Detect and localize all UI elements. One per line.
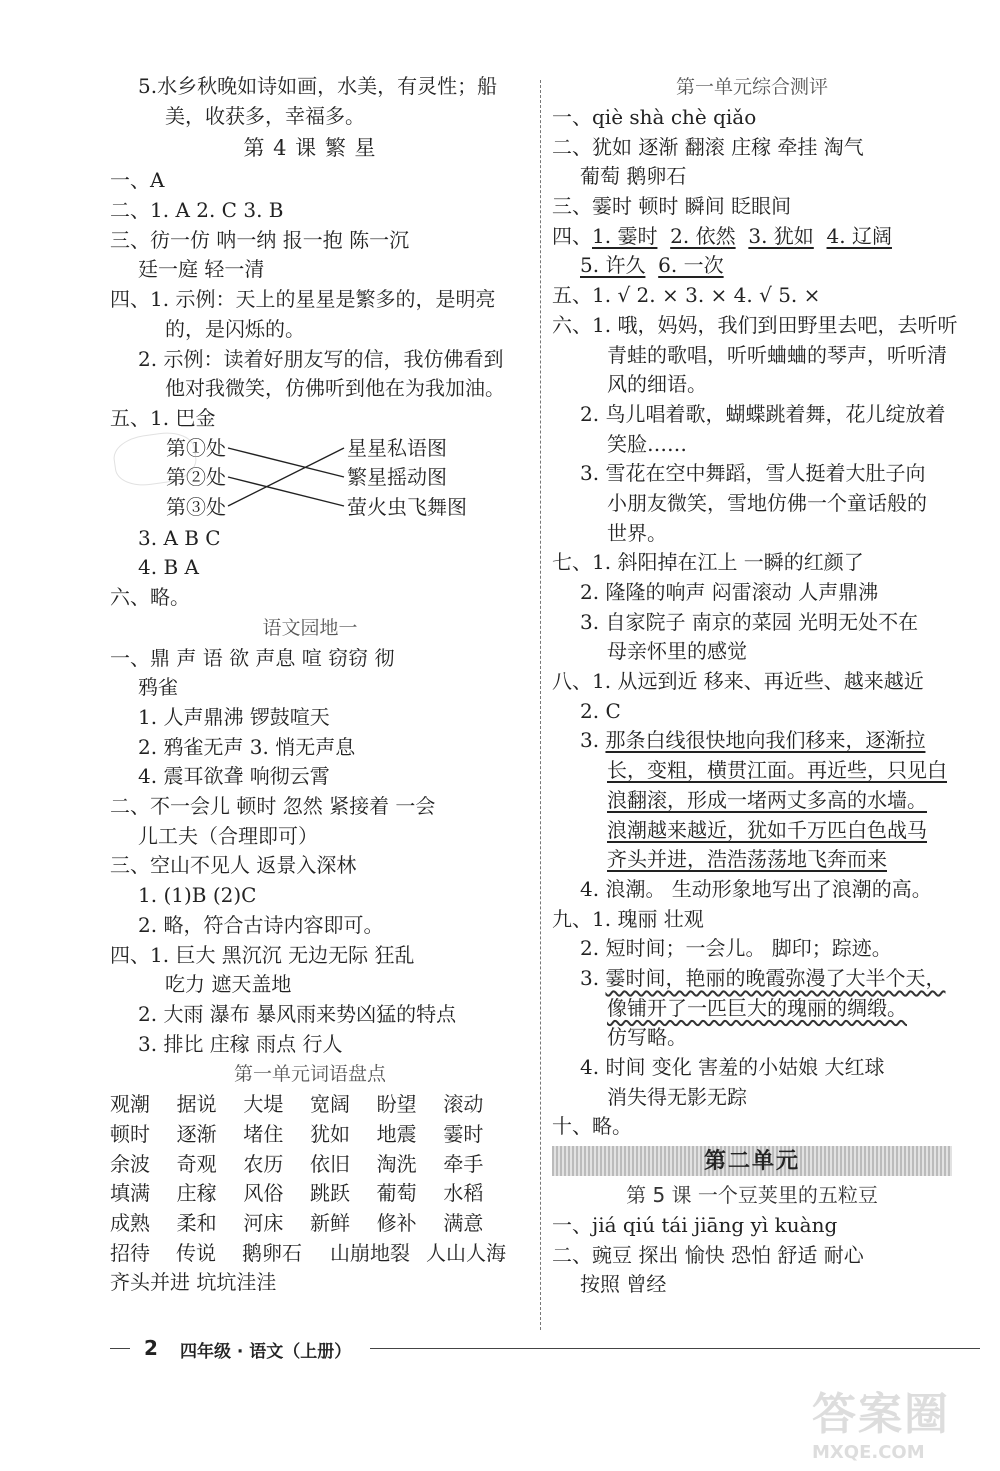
match-right-item: 星星私语图 (347, 435, 447, 460)
answer-line: 三、彷一仿 呐一纳 报一抱 陈一沉 (110, 227, 410, 252)
answer-line (552, 816, 952, 846)
footer-rule-left (110, 1348, 130, 1349)
answer-line: 九、1. 瑰丽 壮观 (552, 906, 704, 931)
vocab-word: 犹如 (309, 1121, 350, 1146)
q9-3-number: 3. (580, 965, 600, 990)
vocab-word: 滚动 (443, 1092, 484, 1117)
answer-line: 2. 隆隆的响声 闷雷滚动 人声鼎沸 (580, 580, 879, 604)
q8-3-number: 3. (580, 728, 600, 753)
answer-line: 3. 自家院子 南京的菜园 光明无处不在 (580, 609, 919, 634)
answer-line: 3. 雪花在空中舞蹈，雪人挺着大肚子向 (580, 461, 926, 486)
right-column (552, 72, 958, 1300)
answer-line: 世界。 (607, 520, 667, 545)
answer-line-q4-cont (552, 251, 952, 281)
underlined-quote: 长，变粗，横贯江面。再近些，只见白 (607, 758, 947, 783)
q4-item: 1. 霎时 (592, 223, 658, 248)
answer-line: 十、略。 (552, 1114, 632, 1139)
answer-line: 廷一庭 轻一清 (138, 257, 265, 282)
vocab-word: 葡萄 (376, 1181, 417, 1206)
vocab-word: 风俗 (243, 1181, 284, 1206)
match-left-item: 第②处 (166, 465, 226, 490)
vocab-word: 牵手 (443, 1151, 484, 1176)
answer-line: 五、1. 巴金 (110, 405, 216, 430)
vocab-word: 宽阔 (309, 1092, 350, 1117)
underlined-quote: 那条白线很快地向我们移来，逐渐拉 (605, 728, 926, 753)
vocab-word: 招待 (110, 1240, 150, 1265)
vocab-row-last (110, 1239, 510, 1269)
vocab-word: 奇观 (176, 1151, 217, 1176)
match-left-item: 第③处 (166, 494, 226, 519)
underlined-quote: 齐头并进，浩浩荡荡地飞奔而来 (607, 847, 887, 872)
answer-line (552, 756, 952, 786)
wavy-underlined-quote: 像铺开了一匹巨大的瑰丽的绸缎。 (607, 995, 907, 1020)
vocab-word: 传说 (176, 1240, 216, 1265)
footer-rule-right (370, 1348, 980, 1349)
left-column (110, 72, 510, 1298)
answer-line: 七、1. 斜阳掉在江上 一瞬的红颜了 (552, 550, 864, 575)
vocab-word: 庄稼 (176, 1181, 217, 1206)
match-right-items (347, 434, 467, 523)
answer-line: 笑脸…… (607, 431, 687, 456)
garden-title: 语文园地一 (262, 616, 358, 639)
underlined-quote: 浪翻滚，形成一堵两丈多高的水墙。 (607, 787, 927, 812)
answer-line: 3. A B C (138, 525, 221, 550)
answer-line: 仿写略。 (607, 1025, 687, 1050)
answer-line: 四、1. 巨大 黑沉沉 无边无际 狂乱 (110, 942, 415, 967)
vocab-word: 农历 (243, 1151, 284, 1176)
vocab-word: 大堤 (243, 1092, 284, 1117)
answer-line: 二、1. A 2. C 3. B (110, 198, 284, 223)
answer-line-q8-3 (552, 726, 952, 756)
vocab-word: 据说 (176, 1092, 217, 1117)
answer-line-q9-3 (552, 964, 952, 994)
match-right-item: 萤火虫飞舞图 (347, 494, 467, 519)
answer-line: 八、1. 从远到近 移来、再近些、越来越近 (552, 669, 924, 694)
q4-prefix: 四、 (552, 223, 592, 248)
answer-line: 六、略。 (110, 584, 190, 609)
answer-line-q4 (552, 222, 952, 252)
vocab-row-final: 齐头并进 坑坑洼洼 (110, 1270, 277, 1295)
q4-item: 5. 许久 (580, 253, 646, 278)
page-footer (110, 1336, 980, 1360)
lesson-4-title: 第 4 课 繁 星 (243, 136, 377, 161)
answer-line: 的，是闪烁的。 (165, 316, 305, 341)
vocab-word: 水稻 (443, 1181, 484, 1206)
vocab-word: 填满 (110, 1181, 150, 1206)
answer-line: 2. 鸟儿唱着歌，蝴蝶跳着舞，花儿绽放着 (580, 401, 946, 426)
match-right-item: 繁星摇动图 (347, 465, 447, 490)
unit-2-banner: 第二单元 (552, 1146, 952, 1176)
answer-line: 他对我微笑，仿佛听到他在为我加油。 (165, 376, 505, 401)
answer-line: 2. C (580, 698, 621, 723)
vocab-word: 新鲜 (309, 1211, 350, 1235)
text-line: 5.水乡秋晚如诗如画，水美，有灵性；船 (138, 74, 498, 98)
vocab-word: 修补 (376, 1211, 417, 1235)
vocab-word: 成熟 (110, 1211, 150, 1235)
answer-line: 儿工夫（合理即可） (138, 823, 318, 848)
answer-line: 五、1. √ 2. × 3. × 4. √ 5. × (552, 283, 821, 308)
answer-line: 按照 曾经 (580, 1272, 667, 1297)
answer-line: 鸦雀 (138, 675, 178, 700)
answer-line: 1. 人声鼎沸 锣鼓喧天 (138, 705, 330, 729)
answer-line: 消失得无影无踪 (607, 1084, 747, 1109)
answer-line: 四、1. 示例：天上的星星是繁多的，是明亮 (110, 287, 496, 312)
answer-line: 4. 震耳欲聋 响彻云霄 (138, 764, 330, 789)
watermark-logo (812, 1378, 988, 1463)
answer-line: 一、qiè shà chè qiǎo (552, 105, 757, 129)
match-left-item: 第①处 (166, 435, 226, 460)
vocab-word: 余波 (110, 1151, 150, 1176)
vocab-word: 人山人海 (426, 1240, 506, 1265)
answer-line (552, 845, 952, 875)
answer-line: 2. 鸦雀无声 3. 悄无声息 (138, 734, 356, 759)
answer-line (552, 786, 952, 816)
vocab-word: 霎时 (443, 1121, 484, 1146)
text-line: 美，收获多，幸福多。 (165, 103, 365, 128)
wavy-underlined-quote: 霎时间，艳丽的晚霞弥漫了大半个天， (605, 965, 946, 990)
answer-line: 4. 浪潮。 生动形象地写出了浪潮的高。 (580, 876, 932, 901)
answer-line: 青蛙的歌唱，听听蛐蛐的琴声，听听清 (607, 342, 947, 367)
match-line-2-3 (228, 477, 344, 506)
answer-line: 2. 短时间；一会儿。 脚印；踪迹。 (580, 936, 892, 961)
answer-line: 二、不一会儿 顿时 忽然 紧接着 一会 (110, 794, 436, 819)
match-line-1-2 (228, 448, 344, 477)
answer-line: 风的细语。 (607, 372, 707, 397)
answer-line: 2. 示例：读着好朋友写的信，我仿佛看到 (138, 346, 504, 371)
vocab-word: 盼望 (376, 1092, 417, 1117)
answer-line: 二、豌豆 探出 愉快 恐怕 舒适 耐心 (552, 1242, 864, 1267)
answer-line: 3. 排比 庄稼 雨点 行人 (138, 1031, 343, 1056)
vocab-grid (110, 1090, 510, 1238)
answer-line: 2. 略，符合古诗内容即可。 (138, 912, 384, 937)
vocab-word: 堵住 (243, 1121, 284, 1146)
q4-item: 6. 一次 (658, 253, 724, 278)
answer-line: 一、A (110, 168, 165, 193)
vocab-word: 顿时 (110, 1121, 150, 1146)
book-label: 四年级 · 语文（上册） (180, 1342, 352, 1362)
answer-line: 六、1. 哦，妈妈，我们到田野里去吧，去听听 (552, 312, 958, 337)
answer-line: 葡萄 鹅卵石 (580, 164, 687, 189)
answer-line: 2. 大雨 瀑布 暴风雨来势凶猛的特点 (138, 1001, 457, 1026)
vocab-word: 跳跃 (309, 1181, 350, 1206)
vocab-title: 第一单元词语盘点 (233, 1063, 386, 1086)
vocab-word: 鹅卵石 (242, 1240, 302, 1265)
q4-item: 3. 犹如 (748, 223, 814, 248)
q4-item: 2. 依然 (670, 223, 736, 248)
vocab-word: 地震 (376, 1121, 417, 1146)
lesson-5-title: 第 5 课 一个豆荚里的五粒豆 (626, 1183, 878, 1208)
answer-line: 一、鼎 声 语 欲 声息 喧 窃窃 彻 (110, 645, 395, 670)
underlined-quote: 浪潮越来越近，犹如千万匹白色战马 (607, 817, 927, 842)
vocab-word: 淘洗 (376, 1151, 417, 1176)
answer-line: 4. B A (138, 555, 199, 580)
answer-line: 1. (1)B (2)C (138, 883, 257, 908)
answer-line: 4. 时间 变化 害羞的小姑娘 大红球 (580, 1055, 885, 1079)
vocab-word: 河床 (243, 1211, 284, 1235)
answer-line: 小朋友微笑，雪地仿佛一个童话般的 (607, 490, 927, 515)
vocab-word: 满意 (443, 1211, 484, 1235)
answer-line: 三、霎时 顿时 瞬间 眨眼间 (552, 194, 792, 219)
vocab-word: 依旧 (309, 1151, 350, 1176)
watermark-url: MXQE.COM (812, 1442, 925, 1463)
match-line-3-1 (228, 448, 344, 506)
answer-line (552, 994, 952, 1024)
unit-test-title: 第一单元综合测评 (675, 76, 828, 98)
page-number: 2 (144, 1336, 158, 1360)
column-divider (540, 80, 541, 1330)
answer-line: 三、空山不见人 返景入深林 (110, 853, 357, 878)
q4-item: 4. 辽阔 (826, 223, 892, 248)
vocab-word: 逐渐 (176, 1121, 217, 1146)
vocab-word: 柔和 (176, 1211, 217, 1235)
vocab-word: 观潮 (110, 1092, 150, 1117)
vocab-word: 山崩地裂 (330, 1240, 410, 1265)
answer-line: 吃力 遮天盖地 (165, 972, 292, 997)
answer-line: 一、jiá qiú tái jiāng yì kuàng (552, 1213, 838, 1238)
answer-line: 二、犹如 逐渐 翻滚 庄稼 牵挂 淘气 (552, 134, 864, 159)
watermark-text: 答案圈 (812, 1389, 950, 1440)
answer-line: 母亲怀里的感觉 (607, 639, 747, 664)
